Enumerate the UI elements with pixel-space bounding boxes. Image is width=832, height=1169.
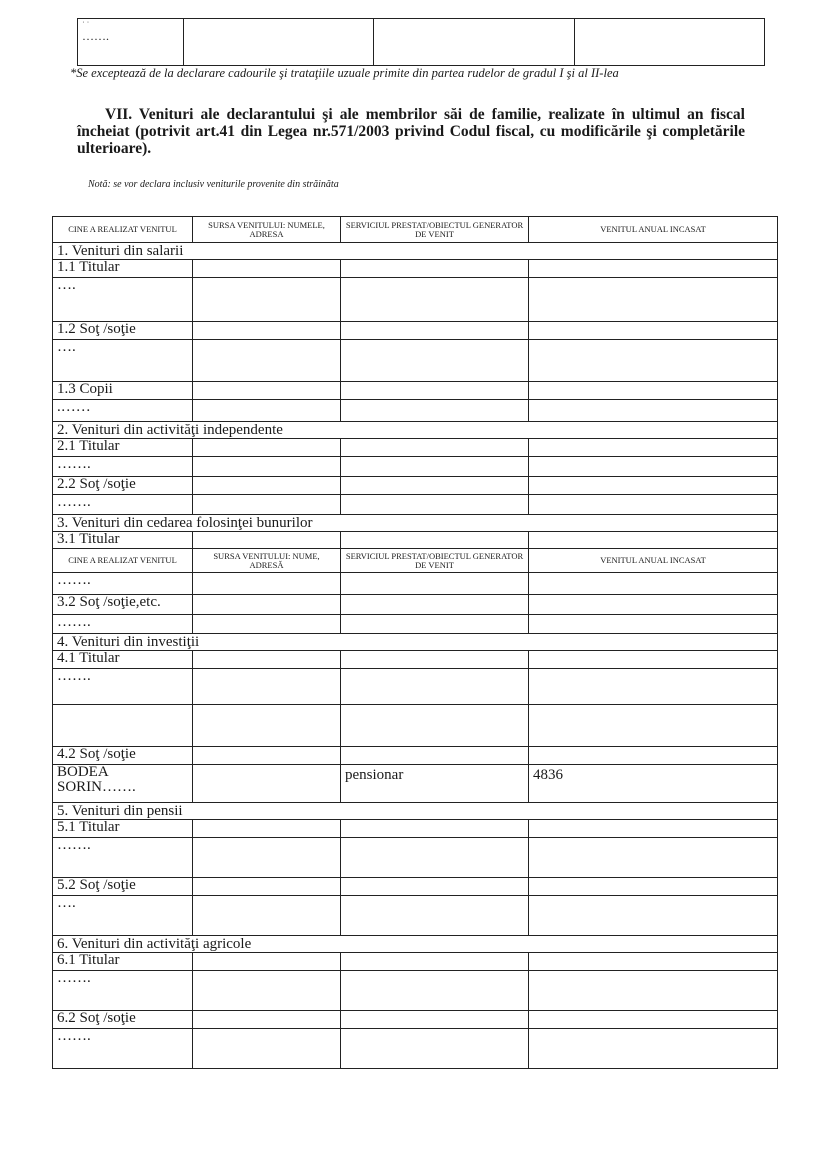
fragment-cell [184, 19, 374, 66]
table-header-row [53, 217, 778, 243]
person-name-line2: SORIN……. [57, 779, 136, 795]
row-dots: ……. [53, 615, 193, 634]
header-sursa: SURSA VENITULUI: NUME, ADRESĂ [193, 549, 341, 573]
section-title: 5. Venituri din pensii [53, 803, 778, 820]
section-row [53, 634, 778, 651]
section-heading [77, 106, 745, 157]
table-row [53, 1029, 778, 1069]
table-row [53, 896, 778, 936]
header-serviciul: SERVICIUL PRESTAT/OBIECTUL GENERATOR DE VENIT [341, 217, 529, 243]
income-table [52, 216, 778, 1069]
row-label: 3.1 Titular [53, 532, 193, 549]
row-dots: …. [53, 896, 193, 936]
table-row [53, 838, 778, 878]
row-label: 5.2 Soţ /soţie [53, 878, 193, 896]
section-title: 2. Venituri din activităţi independente [53, 422, 778, 439]
row-label: 4.2 Soţ /soţie [53, 747, 193, 765]
section-title: 6. Venituri din activităţi agricole [53, 936, 778, 953]
table-row [53, 400, 778, 422]
section-row [53, 803, 778, 820]
row-dots: ……. [53, 495, 193, 515]
income-amount [529, 765, 778, 803]
table-row [53, 953, 778, 971]
table-row [53, 340, 778, 382]
service-value: pensionar [345, 767, 404, 783]
row-dots: ……. [53, 573, 193, 595]
header-sursa: SURSA VENITULUI: NUMELE, ADRESA [193, 217, 341, 243]
person-name-line1: BODEA [57, 764, 109, 780]
section-title: 1. Venituri din salarii [53, 243, 778, 260]
section-row [53, 936, 778, 953]
table-row [53, 260, 778, 278]
section-row [53, 515, 778, 532]
row-dots: ……. [53, 838, 193, 878]
footnote: *Se exceptează de la declarare cadourile şi trataţiile uzuale primite din partea rudelor de gradul I şi al II-lea [70, 66, 619, 80]
income-service [341, 765, 529, 803]
row-label: 6.2 Soţ /soţie [53, 1011, 193, 1029]
table-row [53, 1011, 778, 1029]
previous-section-table-fragment [77, 18, 765, 66]
section-title: 3. Venituri din cedarea folosinţei bunurilor [53, 515, 778, 532]
table-row [53, 477, 778, 495]
table-row [53, 971, 778, 1011]
income-source [193, 765, 341, 803]
row-label: 4.1 Titular [53, 651, 193, 669]
row-dots: ……. [53, 971, 193, 1011]
table-row [53, 439, 778, 457]
row-label: 6.1 Titular [53, 953, 193, 971]
table-row [53, 878, 778, 896]
section-row [53, 422, 778, 439]
table-row [53, 595, 778, 615]
table-row [53, 669, 778, 705]
row-dots: ……. [53, 669, 193, 705]
header-venit: VENITUL ANUAL INCASAT [529, 549, 778, 573]
row-label: 5.1 Titular [53, 820, 193, 838]
fragment-mark: ˙ ˙ [82, 20, 90, 29]
row-dots: …. [53, 278, 193, 322]
table-row [53, 747, 778, 765]
row-label: 1.3 Copii [53, 382, 193, 400]
table-row [53, 532, 778, 549]
table-row [53, 820, 778, 838]
row-dots: ……. [53, 1029, 193, 1069]
row-dots: .…… [53, 400, 193, 422]
table-row [53, 495, 778, 515]
section-row [53, 243, 778, 260]
header-cine: CINE A REALIZAT VENITUL [53, 549, 193, 573]
header-serviciul: SERVICIUL PRESTAT/OBIECTUL GENERATOR DE VENIT [341, 549, 529, 573]
fragment-cell [373, 19, 574, 66]
table-row [53, 765, 778, 803]
row-label: 3.2 Soţ /soţie,etc. [53, 595, 193, 615]
table-row [53, 651, 778, 669]
row-label: 2.1 Titular [53, 439, 193, 457]
fragment-cell [78, 19, 184, 66]
table-row [53, 278, 778, 322]
table-row [53, 322, 778, 340]
table-row [53, 573, 778, 595]
amount-value: 4836 [533, 767, 563, 783]
row-dots: ……. [53, 457, 193, 477]
row-label: 1.1 Titular [53, 260, 193, 278]
note: Notă: se vor declara inclusiv veniturile provenite din străinăta [88, 179, 339, 190]
row-dots: …. [53, 340, 193, 382]
table-row [53, 457, 778, 477]
section-title: 4. Venituri din investiţii [53, 634, 778, 651]
table-header-row [53, 549, 778, 573]
table-row [53, 705, 778, 747]
header-cine: CINE A REALIZAT VENITUL [53, 217, 193, 243]
fragment-cell [575, 19, 765, 66]
table-row [53, 615, 778, 634]
table-row [53, 382, 778, 400]
row-label: 2.2 Soţ /soţie [53, 477, 193, 495]
section-heading-text: VII. Venituri ale declarantului şi ale membrilor săi de familie, realizate în ultimul an fiscal încheiat (potrivit art.41 din Legea nr.571/2003 privind Codul fiscal, cu modificările şi completările ulterioare). [77, 106, 745, 157]
header-venit: VENITUL ANUAL INCASAT [529, 217, 778, 243]
income-person [53, 765, 193, 803]
fragment-cell-value: ……. [82, 29, 109, 43]
row-label: 1.2 Soţ /soţie [53, 322, 193, 340]
